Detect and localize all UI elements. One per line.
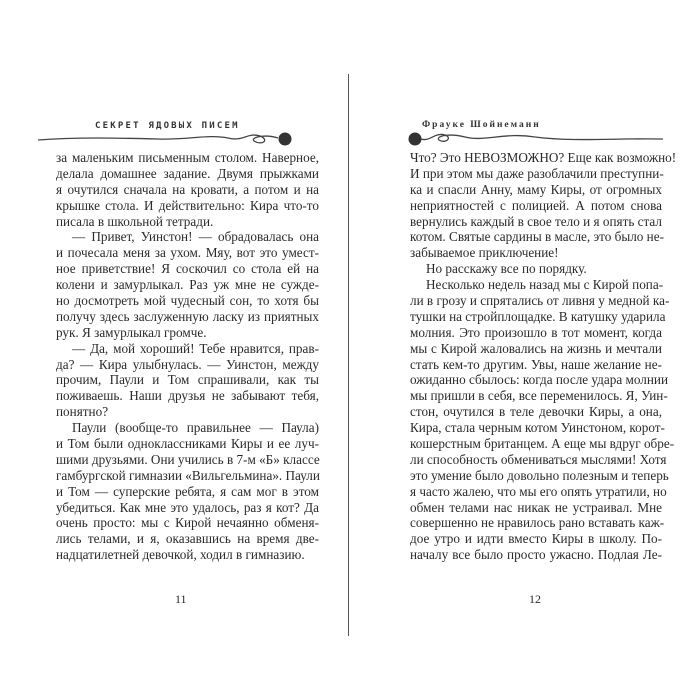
paragraph	[410, 277, 675, 563]
text-line: я часто жалею, что мы его опять утратили, но	[410, 483, 667, 499]
text-line: тушки на стройплощадке. В катушку ударила	[410, 308, 666, 324]
right-page-text	[410, 150, 677, 563]
text-line: это умение было довольно полезным и теперь	[410, 467, 669, 483]
text-line: получу здесь заслуженную ласку из приятных	[56, 308, 319, 324]
text-line: рук. Я замурлыкал громче.	[56, 324, 207, 340]
text-line: за маленьким письменным столом. Наверное,	[56, 150, 319, 165]
text-line: — Да, мой хороший! Тебе нравится, прав-	[72, 340, 319, 356]
paragraph	[410, 150, 677, 261]
text-line: Кира, стала черным котом Уинстоном, корот-	[410, 420, 665, 436]
left-page-text	[56, 150, 319, 563]
text-line: Что? Это НЕВОЗМОЖНО? Еще как возможно!	[410, 150, 677, 165]
page-number-right: 12	[529, 592, 541, 606]
text-line: совершенно не нравилось рано вставать каж-	[410, 515, 665, 531]
text-line: забываемое приключение!	[410, 245, 559, 261]
text-line: надцатилетней девочкой, ходил в гимназию.	[56, 547, 305, 563]
text-line: прочим, Паули и Том спрашивали, как ты	[56, 372, 319, 388]
text-line: неприятностей с полицией. А потом снова	[410, 197, 662, 213]
text-line: мы с Кирой жаловались на жизнь и мечтали	[410, 340, 662, 356]
text-line: молния. Это произошло в тот момент, когда	[410, 324, 662, 340]
text-line: крышке стола. И действительно: Кира что-то	[56, 197, 319, 213]
page-number-left: 11	[175, 592, 187, 606]
text-line: Паули (вообще-то правильнее — Паула)	[72, 420, 319, 436]
yarn-ornament-right	[405, 128, 665, 150]
text-line: шими друзьями. Они учились в 7-м «Б» классе	[56, 451, 320, 467]
text-line: кошерстным британцем. А еще мы вдруг обре-	[410, 436, 675, 452]
text-line: лись телами, и я, оказавшись на время две-	[56, 531, 319, 547]
text-line: и Том были одноклассниками Киры и ее луч-	[56, 436, 319, 452]
text-line: поживаешь. Наши друзья не забывают тебя,	[56, 388, 319, 404]
text-line: ли в грозу и спрятались от ливня у медной ка-	[410, 293, 670, 309]
text-line: стать кем-то другим. Увы, наше желание не-	[410, 356, 662, 372]
yarn-ball-icon	[279, 133, 292, 146]
text-line: и почесала меня за ухом. Мяу, вот это умест-	[56, 245, 319, 261]
text-line: писала в школьной тетради.	[56, 213, 214, 229]
text-line: ка и спасли Анну, маму Киры, от огромных	[410, 181, 662, 197]
text-line: гамбургской гимназии «Вильгельмина». Паули	[56, 467, 320, 483]
text-line: дое утро и идти вместо Киры в школу. По-	[410, 531, 662, 547]
text-line: Несколько недель назад мы с Кирой попа-	[426, 277, 664, 293]
text-line: очень просто: мы с Кирой нечаянно обменя-	[56, 515, 319, 531]
text-line: но досмотреть мой чудесный сон, то хотя бы	[56, 293, 319, 309]
paragraph	[56, 150, 319, 229]
text-line: началу все было просто ужасно. Подлая Ле-	[410, 547, 662, 563]
running-head-left: СЕКРЕТ ЯДОВЫХ ПИСЕМ	[95, 121, 240, 131]
gutter-line	[348, 74, 349, 636]
text-line: обмен телами нас никак не устраивал. Мне	[410, 499, 662, 515]
text-line: стон, очутился в теле девочки Киры, а она,	[410, 404, 662, 420]
text-line: я очутился сначала на кровати, а потом и на	[56, 181, 319, 197]
text-line: котом. Святые сардины в масле, это было не-	[410, 229, 664, 245]
text-line: ожиданно сбылось: когда после удара молнии	[410, 372, 669, 388]
paragraph	[56, 229, 319, 340]
text-line: — Привет, Уинстон! — обрадовалась она	[72, 229, 319, 245]
text-line: И при этом мы даже разоблачили преступни-	[410, 165, 664, 181]
text-line: ли способность обмениваться мыслями! Хотя	[410, 451, 667, 467]
text-line: ное приветствие! Я соскочил со стола ей на	[56, 261, 319, 277]
paragraph	[410, 261, 662, 277]
text-line: делала домашнее задание. Двумя прыжками	[56, 165, 319, 181]
text-line: колени и замурлыкал. Раз уж мне не сужде-	[56, 277, 319, 293]
yarn-ball-icon	[409, 133, 422, 146]
text-line: убедиться. Как мне это удалось, раз я кот? Да	[56, 499, 319, 515]
yarn-ornament-left	[38, 128, 298, 150]
text-line: да? — Кира улыбнулась. — Уинстон, между	[56, 356, 319, 372]
text-line: Но расскажу все по порядку.	[426, 261, 587, 277]
paragraph	[56, 420, 319, 563]
text-line: и Том — суперские ребята, я сам мог в этом	[56, 483, 319, 499]
text-line: понятно?	[56, 404, 109, 420]
text-line: мы пришли в себя, все переменилось. Я, Уин-	[410, 388, 668, 404]
paragraph	[56, 341, 319, 420]
text-line: вернулись каждый в свое тело и я опять стал	[410, 213, 662, 229]
running-head-right: Фрауке Шойнеманн	[422, 120, 541, 130]
